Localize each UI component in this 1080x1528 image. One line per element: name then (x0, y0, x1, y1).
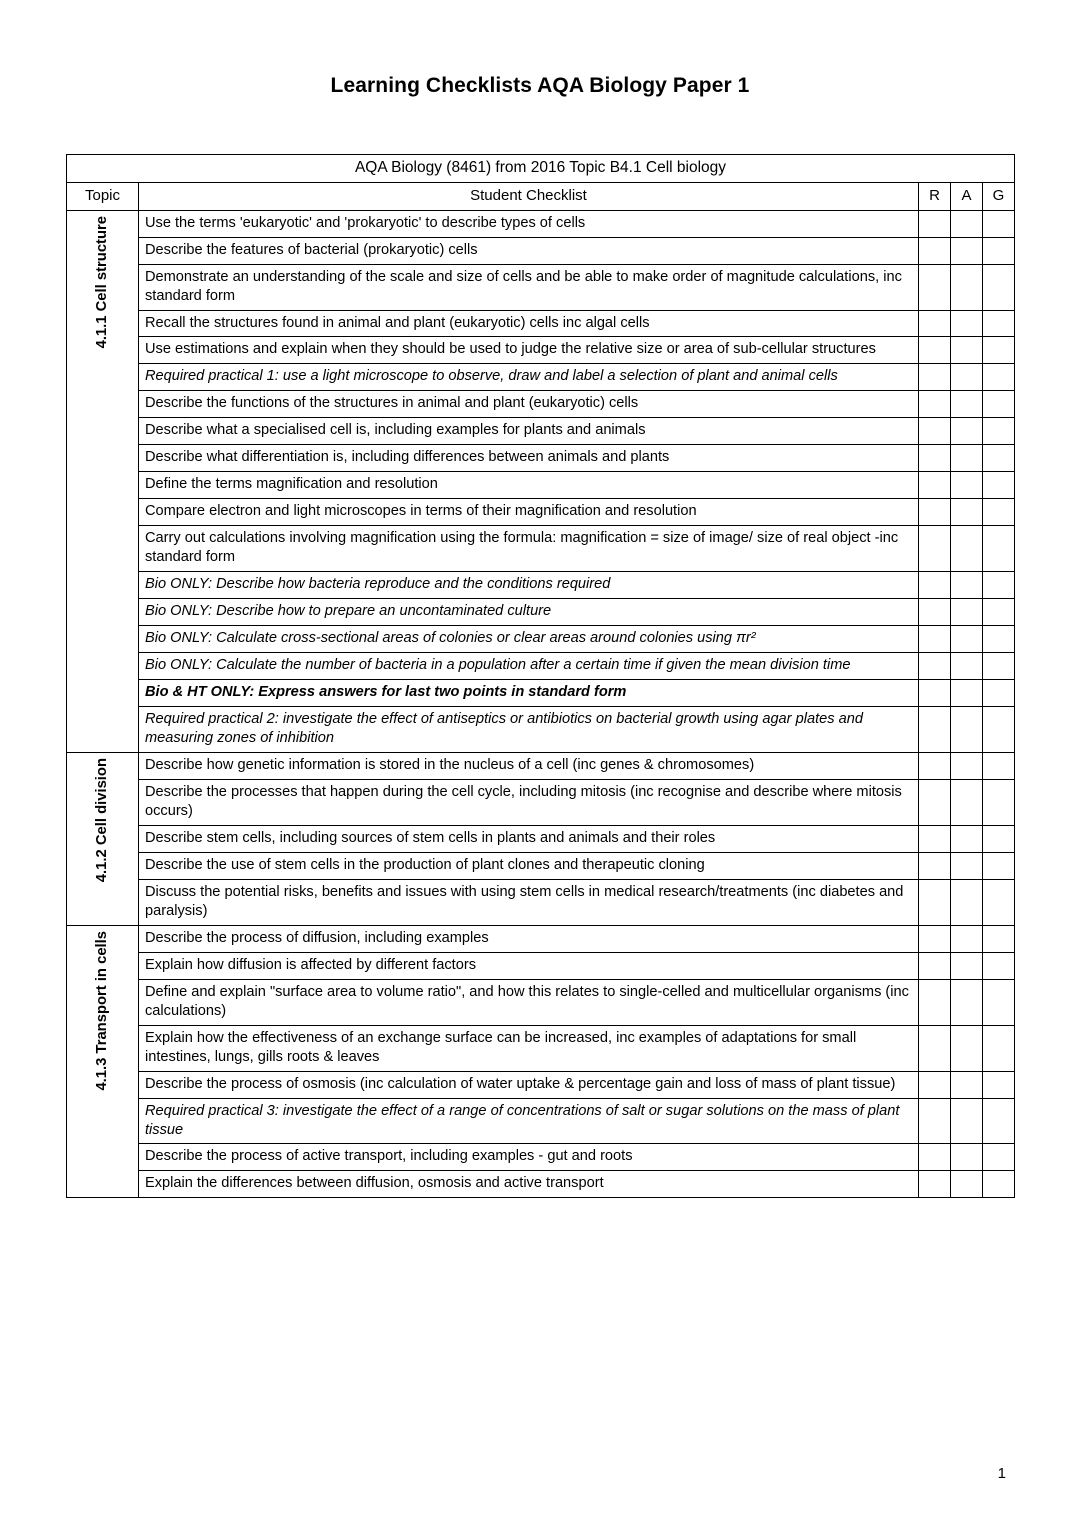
rag-checkbox-r[interactable] (919, 626, 951, 653)
rag-checkbox-g[interactable] (983, 879, 1015, 925)
rag-checkbox-r[interactable] (919, 1098, 951, 1144)
table-row (67, 310, 1015, 337)
rag-checkbox-a[interactable] (951, 879, 983, 925)
checklist-item-cell (139, 680, 919, 707)
rag-checkbox-g[interactable] (983, 825, 1015, 852)
checklist-item-text: Required practical 1: use a light microscope to observe, draw and label a selection of plant and animal cells (145, 368, 838, 385)
table-row (67, 210, 1015, 237)
checklist-item-text: Use estimations and explain when they should be used to judge the relative size or area of sub-cellular structures (145, 341, 876, 358)
checklist-item-cell (139, 1144, 919, 1171)
rag-checkbox-a[interactable] (951, 237, 983, 264)
checklist-item-text: Explain the differences between diffusion, osmosis and active transport (145, 1175, 604, 1192)
checklist-item-text: Describe stem cells, including sources of stem cells in plants and animals and their roles (145, 829, 716, 846)
checklist-table-wrap (66, 154, 1014, 1198)
table-banner-row (67, 155, 1015, 183)
table-row (67, 391, 1015, 418)
rag-checkbox-r[interactable] (919, 499, 951, 526)
checklist-item-cell (139, 599, 919, 626)
rag-checkbox-a[interactable] (951, 1144, 983, 1171)
table-row (67, 1144, 1015, 1171)
checklist-item-cell (139, 310, 919, 337)
checklist-item-cell (139, 264, 919, 310)
rag-checkbox-r[interactable] (919, 1025, 951, 1071)
rag-checkbox-a[interactable] (951, 653, 983, 680)
checklist-item-cell (139, 499, 919, 526)
rag-checkbox-g[interactable] (983, 653, 1015, 680)
rag-checkbox-a[interactable] (951, 337, 983, 364)
checklist-item-cell (139, 1071, 919, 1098)
rag-checkbox-r[interactable] (919, 391, 951, 418)
table-row (67, 1171, 1015, 1198)
checklist-item-text: Describe what a specialised cell is, including examples for plants and animals (145, 422, 646, 439)
rag-checkbox-r[interactable] (919, 237, 951, 264)
checklist-item-text: Bio ONLY: Calculate the number of bacteria in a population after a certain time if given the mean division time (145, 657, 851, 674)
checklist-item-cell (139, 626, 919, 653)
checklist-item-text: Carry out calculations involving magnification using the formula: magnification = size of image/ size of real object -inc standard form (145, 530, 899, 566)
rag-checkbox-r[interactable] (919, 364, 951, 391)
header-topic: Topic (67, 183, 139, 211)
rag-checkbox-a[interactable] (951, 680, 983, 707)
rag-checkbox-g[interactable] (983, 707, 1015, 753)
rag-checkbox-g[interactable] (983, 1025, 1015, 1071)
table-row (67, 653, 1015, 680)
rag-checkbox-g[interactable] (983, 310, 1015, 337)
checklist-item-cell (139, 364, 919, 391)
table-row (67, 626, 1015, 653)
topic-cell (67, 925, 139, 1198)
rag-checkbox-a[interactable] (951, 1025, 983, 1071)
rag-checkbox-g[interactable] (983, 337, 1015, 364)
rag-checkbox-g[interactable] (983, 264, 1015, 310)
table-row (67, 418, 1015, 445)
checklist-item-text: Describe the processes that happen during the cell cycle, including mitosis (inc recognise and describe where mitosis occurs) (145, 783, 902, 819)
table-row (67, 472, 1015, 499)
table-row (67, 779, 1015, 825)
checklist-item-cell (139, 337, 919, 364)
header-g: G (983, 183, 1015, 211)
rag-checkbox-r[interactable] (919, 599, 951, 626)
rag-checkbox-a[interactable] (951, 1071, 983, 1098)
rag-checkbox-r[interactable] (919, 572, 951, 599)
table-row (67, 526, 1015, 572)
checklist-item-text: Describe the process of osmosis (inc calculation of water uptake & percentage gain and loss of mass of plant tissue) (145, 1075, 896, 1092)
rag-checkbox-a[interactable] (951, 779, 983, 825)
table-row (67, 707, 1015, 753)
rag-checkbox-g[interactable] (983, 499, 1015, 526)
table-row (67, 879, 1015, 925)
rag-checkbox-r[interactable] (919, 979, 951, 1025)
rag-checkbox-r[interactable] (919, 310, 951, 337)
table-row (67, 979, 1015, 1025)
checklist-item-text: Define the terms magnification and resolution (145, 476, 438, 493)
rag-checkbox-r[interactable] (919, 210, 951, 237)
rag-checkbox-a[interactable] (951, 572, 983, 599)
table-row (67, 1098, 1015, 1144)
rag-checkbox-r[interactable] (919, 707, 951, 753)
checklist-item-cell (139, 1025, 919, 1071)
rag-checkbox-g[interactable] (983, 599, 1015, 626)
rag-checkbox-a[interactable] (951, 364, 983, 391)
rag-checkbox-a[interactable] (951, 391, 983, 418)
checklist-item-cell (139, 1098, 919, 1144)
rag-checkbox-r[interactable] (919, 952, 951, 979)
checklist-item-cell (139, 707, 919, 753)
rag-checkbox-g[interactable] (983, 979, 1015, 1025)
rag-checkbox-a[interactable] (951, 1171, 983, 1198)
checklist-item-text: Describe the process of diffusion, including examples (145, 929, 489, 946)
checklist-item-text: Required practical 2: investigate the effect of antiseptics or antibiotics on bacterial growth using agar plates and measuring zones of inhibition (145, 711, 863, 747)
header-a: A (951, 183, 983, 211)
rag-checkbox-g[interactable] (983, 680, 1015, 707)
rag-checkbox-r[interactable] (919, 472, 951, 499)
rag-checkbox-g[interactable] (983, 210, 1015, 237)
rag-checkbox-a[interactable] (951, 979, 983, 1025)
header-student-checklist: Student Checklist (139, 183, 919, 211)
rag-checkbox-g[interactable] (983, 418, 1015, 445)
rag-checkbox-g[interactable] (983, 925, 1015, 952)
table-header-row (67, 183, 1015, 211)
checklist-item-cell (139, 391, 919, 418)
rag-checkbox-r[interactable] (919, 418, 951, 445)
rag-checkbox-g[interactable] (983, 391, 1015, 418)
rag-checkbox-g[interactable] (983, 752, 1015, 779)
checklist-table (66, 154, 1015, 1198)
checklist-item-text: Bio ONLY: Describe how to prepare an uncontaminated culture (145, 603, 552, 620)
table-row (67, 1071, 1015, 1098)
checklist-item-text: Describe what differentiation is, including differences between animals and plants (145, 449, 670, 466)
table-row (67, 952, 1015, 979)
rag-checkbox-a[interactable] (951, 825, 983, 852)
checklist-item-cell (139, 925, 919, 952)
checklist-item-text: Use the terms 'eukaryotic' and 'prokaryotic' to describe types of cells (145, 214, 586, 231)
rag-checkbox-g[interactable] (983, 1071, 1015, 1098)
rag-checkbox-g[interactable] (983, 1098, 1015, 1144)
topic-label: 4.1.1 Cell structure (93, 215, 110, 349)
checklist-item-cell (139, 210, 919, 237)
rag-checkbox-a[interactable] (951, 210, 983, 237)
table-row (67, 680, 1015, 707)
table-row (67, 925, 1015, 952)
rag-checkbox-a[interactable] (951, 499, 983, 526)
topic-cell (67, 752, 139, 925)
rag-checkbox-g[interactable] (983, 626, 1015, 653)
checklist-item-text: Bio & HT ONLY: Express answers for last two points in standard form (145, 684, 627, 701)
page-title: Learning Checklists AQA Biology Paper 1 (330, 74, 750, 97)
topic-label: 4.1.3 Transport in cells (93, 930, 110, 1091)
rag-checkbox-r[interactable] (919, 925, 951, 952)
table-row (67, 364, 1015, 391)
rag-checkbox-g[interactable] (983, 1144, 1015, 1171)
rag-checkbox-a[interactable] (951, 418, 983, 445)
rag-checkbox-a[interactable] (951, 1098, 983, 1144)
rag-checkbox-g[interactable] (983, 364, 1015, 391)
checklist-item-text: Bio ONLY: Describe how bacteria reproduce and the conditions required (145, 576, 611, 593)
table-row (67, 572, 1015, 599)
rag-checkbox-a[interactable] (951, 952, 983, 979)
rag-checkbox-r[interactable] (919, 264, 951, 310)
rag-checkbox-a[interactable] (951, 752, 983, 779)
checklist-item-cell (139, 445, 919, 472)
table-banner: AQA Biology (8461) from 2016 Topic B4.1 Cell biology (67, 155, 1015, 183)
checklist-item-text: Define and explain "surface area to volume ratio", and how this relates to single-celled and multicellular organisms (inc calculations) (145, 983, 909, 1019)
rag-checkbox-r[interactable] (919, 825, 951, 852)
rag-checkbox-g[interactable] (983, 445, 1015, 472)
rag-checkbox-r[interactable] (919, 337, 951, 364)
rag-checkbox-a[interactable] (951, 626, 983, 653)
checklist-item-text: Describe the functions of the structures in animal and plant (eukaryotic) cells (145, 395, 639, 412)
rag-checkbox-a[interactable] (951, 707, 983, 753)
rag-checkbox-r[interactable] (919, 779, 951, 825)
table-row (67, 445, 1015, 472)
rag-checkbox-g[interactable] (983, 237, 1015, 264)
rag-checkbox-g[interactable] (983, 572, 1015, 599)
topic-label: 4.1.2 Cell division (93, 757, 110, 883)
checklist-item-text: Explain how the effectiveness of an exchange surface can be increased, inc examples of adaptations for small intestines, lungs, gills roots & leaves (145, 1029, 857, 1065)
checklist-item-cell (139, 979, 919, 1025)
checklist-item-cell (139, 526, 919, 572)
rag-checkbox-r[interactable] (919, 879, 951, 925)
rag-checkbox-a[interactable] (951, 445, 983, 472)
checklist-item-cell (139, 852, 919, 879)
checklist-item-cell (139, 752, 919, 779)
rag-checkbox-g[interactable] (983, 1171, 1015, 1198)
table-row (67, 237, 1015, 264)
checklist-item-cell (139, 418, 919, 445)
table-row (67, 1025, 1015, 1071)
rag-checkbox-a[interactable] (951, 264, 983, 310)
table-row (67, 752, 1015, 779)
page-number: 1 (997, 1465, 1006, 1482)
table-row (67, 264, 1015, 310)
checklist-item-text: Describe how genetic information is stored in the nucleus of a cell (inc genes & chromosomes) (145, 756, 755, 773)
rag-checkbox-a[interactable] (951, 925, 983, 952)
checklist-item-cell (139, 952, 919, 979)
checklist-item-text: Describe the process of active transport, including examples - gut and roots (145, 1148, 633, 1165)
rag-checkbox-a[interactable] (951, 852, 983, 879)
table-row (67, 599, 1015, 626)
rag-checkbox-a[interactable] (951, 526, 983, 572)
checklist-item-text: Bio ONLY: Calculate cross-sectional areas of colonies or clear areas around colonies using πr² (145, 630, 756, 647)
rag-checkbox-a[interactable] (951, 310, 983, 337)
rag-checkbox-g[interactable] (983, 472, 1015, 499)
checklist-item-cell (139, 1171, 919, 1198)
checklist-item-cell (139, 779, 919, 825)
rag-checkbox-r[interactable] (919, 1171, 951, 1198)
checklist-item-text: Discuss the potential risks, benefits and issues with using stem cells in medical research/treatments (inc diabetes and paralysis) (145, 883, 904, 919)
checklist-item-text: Required practical 3: investigate the effect of a range of concentrations of salt or sugar solutions on the mass of plant tissue (145, 1102, 900, 1138)
checklist-item-cell (139, 237, 919, 264)
header-r: R (919, 183, 951, 211)
checklist-item-text: Describe the use of stem cells in the production of plant clones and therapeutic cloning (145, 856, 705, 873)
rag-checkbox-g[interactable] (983, 852, 1015, 879)
table-row (67, 825, 1015, 852)
table-row (67, 852, 1015, 879)
rag-checkbox-g[interactable] (983, 526, 1015, 572)
rag-checkbox-r[interactable] (919, 680, 951, 707)
rag-checkbox-r[interactable] (919, 526, 951, 572)
checklist-item-cell (139, 572, 919, 599)
checklist-item-text: Compare electron and light microscopes in terms of their magnification and resolution (145, 503, 697, 520)
rag-checkbox-r[interactable] (919, 445, 951, 472)
table-row (67, 499, 1015, 526)
rag-checkbox-r[interactable] (919, 1071, 951, 1098)
checklist-item-text: Demonstrate an understanding of the scale and size of cells and be able to make order of magnitude calculations, inc standard form (145, 268, 902, 304)
rag-checkbox-r[interactable] (919, 653, 951, 680)
rag-checkbox-r[interactable] (919, 1144, 951, 1171)
table-row (67, 337, 1015, 364)
rag-checkbox-a[interactable] (951, 599, 983, 626)
rag-checkbox-g[interactable] (983, 952, 1015, 979)
checklist-item-cell (139, 472, 919, 499)
rag-checkbox-g[interactable] (983, 779, 1015, 825)
checklist-item-text: Describe the features of bacterial (prokaryotic) cells (145, 241, 478, 258)
rag-checkbox-a[interactable] (951, 472, 983, 499)
checklist-item-cell (139, 653, 919, 680)
rag-checkbox-r[interactable] (919, 852, 951, 879)
checklist-item-cell (139, 879, 919, 925)
checklist-item-text: Explain how diffusion is affected by different factors (145, 956, 476, 973)
topic-cell (67, 210, 139, 752)
checklist-item-text: Recall the structures found in animal and plant (eukaryotic) cells inc algal cells (145, 314, 650, 331)
rag-checkbox-r[interactable] (919, 752, 951, 779)
checklist-item-cell (139, 825, 919, 852)
